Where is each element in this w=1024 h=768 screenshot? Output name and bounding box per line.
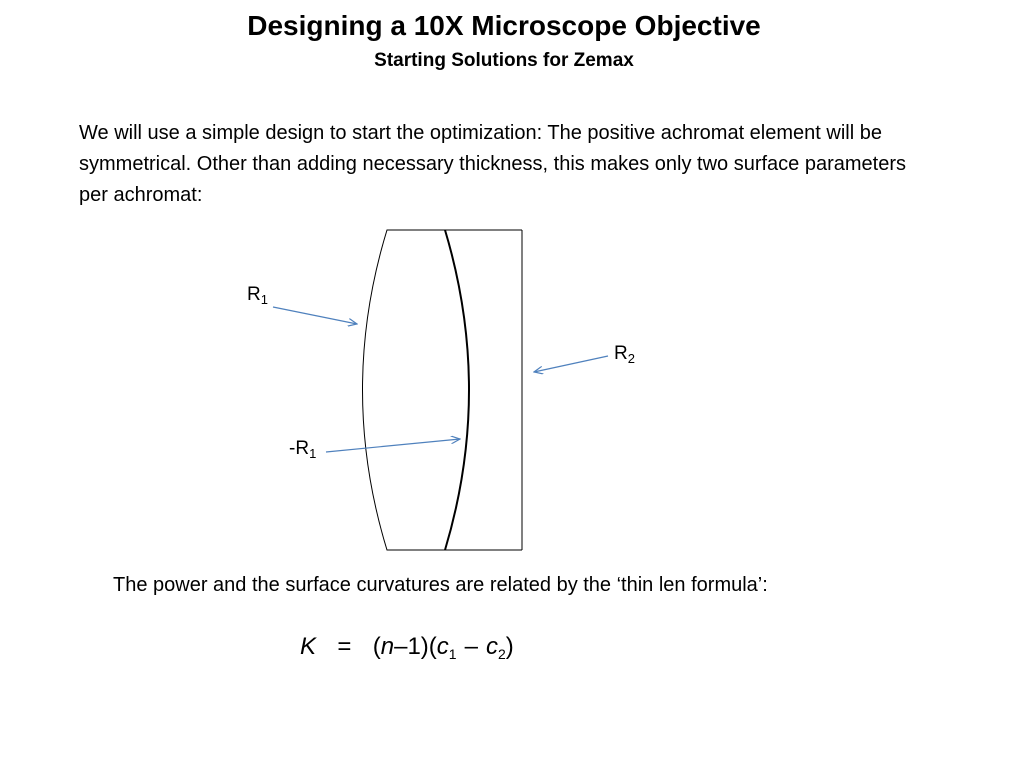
formula-k: K (300, 633, 317, 660)
label-r1: $R_1$ (247, 284, 268, 307)
thin-lens-formula (300, 630, 514, 664)
arrow-neg-r1 (326, 439, 460, 452)
formula-sub-2: 2 (497, 646, 506, 662)
formula-minus-2: – (464, 633, 478, 660)
formula-open-paren: ( (372, 633, 381, 660)
biconvex-lens-element (363, 230, 470, 550)
formula-c1: c (436, 633, 449, 660)
power-paragraph: The power and the surface curvatures are related by the ‘thin len formula’: (113, 574, 768, 596)
formula-close-paren: ) (505, 633, 514, 660)
formula-one: 1 (407, 633, 421, 660)
label-r2: $R_2$ (614, 343, 635, 366)
cemented-surface (445, 230, 469, 550)
label-neg-r1: $-R_1$ (289, 438, 317, 461)
slide-subtitle: Starting Solutions for Zemax (374, 50, 634, 71)
formula-sub-1: 1 (448, 646, 457, 662)
formula-n: n (380, 633, 395, 660)
formula-equals: = (337, 633, 352, 660)
intro-paragraph: We will use a simple design to start the optimization: The positive achromat element will be symmetrical. Other than adding necessary thickness, this makes only two surface parameters per achromat: (79, 122, 907, 206)
slide-title: Designing a 10X Microscope Objective (247, 10, 761, 41)
formula-c2: c (485, 633, 498, 660)
formula-minus-1: – (394, 633, 408, 660)
arrow-r2 (534, 356, 608, 372)
formula-close-open: )( (420, 633, 437, 660)
arrow-r1 (273, 307, 357, 324)
